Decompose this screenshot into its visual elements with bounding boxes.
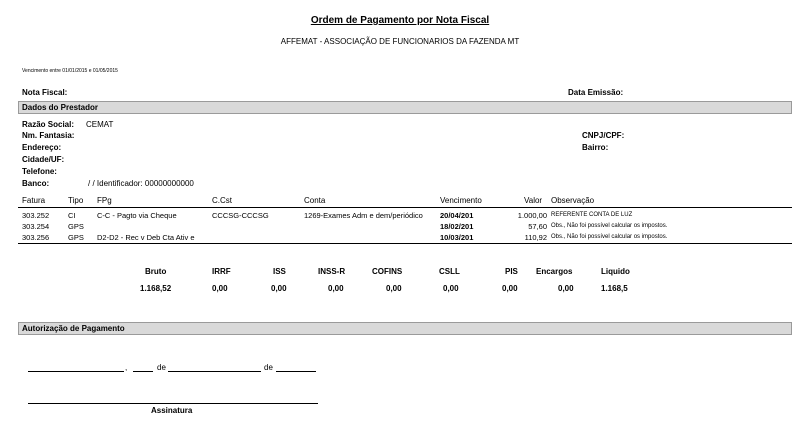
- liquido-label: Liquido: [601, 267, 630, 276]
- banco-value: / / Identificador: 00000000000: [88, 179, 194, 188]
- row-conta: 1269-Exames Adm e dem/periódico: [304, 211, 423, 220]
- row-vencimento: 10/03/201: [440, 233, 474, 242]
- row-valor: 1.000,00: [517, 211, 547, 220]
- col-observacao: Observação: [551, 196, 595, 205]
- city-blank-line: [28, 371, 124, 372]
- pis-label: PIS: [505, 267, 518, 276]
- row-valor: 110,92: [524, 233, 547, 242]
- nome-fantasia-label: Nm. Fantasia:: [22, 131, 75, 140]
- data-emissao-label: Data Emissão:: [568, 88, 624, 97]
- signature-line: [28, 403, 318, 404]
- row-tipo: GPS: [68, 233, 84, 242]
- irrf-value: 0,00: [212, 284, 228, 293]
- iss-label: ISS: [273, 267, 286, 276]
- irrf-label: IRRF: [212, 267, 231, 276]
- row-ccst: CCCSG-CCCSG: [212, 211, 269, 220]
- prestador-section-bar: [18, 101, 792, 114]
- iss-value: 0,00: [271, 284, 287, 293]
- cidade-uf-label: Cidade/UF:: [22, 155, 65, 164]
- liquido-value: 1.168,5: [601, 284, 628, 293]
- razao-social-value: CEMAT: [86, 120, 114, 129]
- col-ccst: C.Cst: [212, 196, 232, 205]
- row-observacao: Obs., Não foi possível calcular os impostos.: [551, 223, 668, 229]
- endereco-label: Endereço:: [22, 143, 62, 152]
- row-observacao: REFERENTE CONTA DE LUZ: [551, 212, 633, 218]
- day-blank-line: [133, 371, 153, 372]
- row-fpg: C-C - Pagto via Cheque: [97, 211, 177, 220]
- col-tipo: Tipo: [68, 196, 84, 205]
- cofins-value: 0,00: [386, 284, 402, 293]
- col-conta: Conta: [304, 196, 326, 205]
- row-tipo: CI: [68, 211, 76, 220]
- col-fpg: FPg: [97, 196, 112, 205]
- row-observacao: Obs., Não foi possível calcular os impostos.: [551, 234, 668, 240]
- assinatura-label: Assinatura: [151, 406, 193, 415]
- month-blank-line: [168, 371, 261, 372]
- csll-label: CSLL: [439, 267, 460, 276]
- row-fpg: D2-D2 - Rec v Deb Cta Ativ e: [97, 233, 195, 242]
- vencimento-range: Vencimento entre 01/01/2015 e 01/05/2015: [22, 68, 118, 74]
- encargos-label: Encargos: [536, 267, 573, 276]
- bairro-label: Bairro:: [582, 143, 609, 152]
- col-vencimento: Vencimento: [440, 196, 482, 205]
- report-subtitle: AFFEMAT - ASSOCIAÇÃO DE FUNCIONARIOS DA FAZENDA MT: [280, 37, 520, 46]
- col-fatura: Fatura: [22, 196, 46, 205]
- de-text-1: de: [157, 363, 166, 372]
- row-fatura: 303.252: [22, 211, 50, 220]
- de-text-2: de: [264, 363, 273, 372]
- razao-social-label: Razão Social:: [22, 120, 75, 129]
- telefone-label: Telefone:: [22, 167, 57, 176]
- encargos-value: 0,00: [558, 284, 574, 293]
- prestador-section-title: Dados do Prestador: [22, 103, 99, 112]
- table-header-divider: [18, 207, 792, 208]
- row-fatura: 303.256: [22, 233, 50, 242]
- row-vencimento: 18/02/201: [440, 222, 474, 231]
- row-valor: 57,60: [528, 222, 547, 231]
- year-blank-line: [276, 371, 316, 372]
- inss-r-value: 0,00: [328, 284, 344, 293]
- inss-r-label: INSS-R: [318, 267, 346, 276]
- table-bottom-divider: [18, 243, 792, 244]
- autorizacao-section-title: Autorização de Pagamento: [22, 324, 125, 333]
- bruto-label: Bruto: [145, 267, 167, 276]
- row-tipo: GPS: [68, 222, 84, 231]
- report-title: Ordem de Pagamento por Nota Fiscal: [310, 15, 490, 26]
- autorizacao-section-bar: [18, 322, 792, 335]
- col-valor: Valor: [524, 196, 543, 205]
- row-vencimento: 20/04/201: [440, 211, 474, 220]
- csll-value: 0,00: [443, 284, 459, 293]
- row-fatura: 303.254: [22, 222, 50, 231]
- banco-label: Banco:: [22, 179, 50, 188]
- bruto-value: 1.168,52: [140, 284, 172, 293]
- pis-value: 0,00: [502, 284, 518, 293]
- nota-fiscal-label: Nota Fiscal:: [22, 88, 68, 97]
- comma-separator: ,: [125, 363, 128, 372]
- cnpj-cpf-label: CNPJ/CPF:: [582, 131, 625, 140]
- cofins-label: COFINS: [372, 267, 403, 276]
